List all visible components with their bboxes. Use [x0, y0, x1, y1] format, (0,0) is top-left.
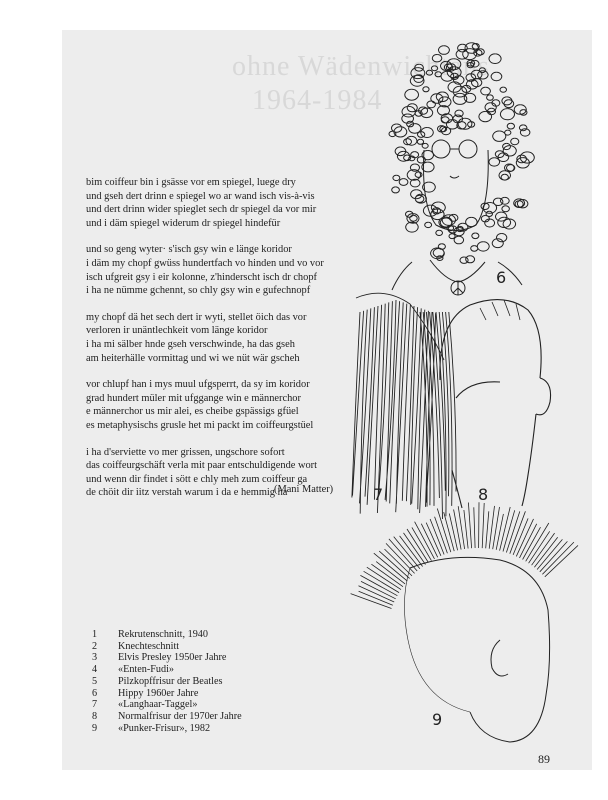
poem-line: das coiffeurgschäft verla mit paar entschuldigende wort	[86, 460, 318, 472]
poem-line: es metaphysischs grusle het mi packt im coiffeurgstüel	[86, 419, 314, 431]
figure-number-9: 9	[432, 710, 443, 729]
normal-neck-left	[452, 470, 462, 508]
hippy-illustration	[389, 43, 534, 295]
legend-number: 7	[92, 699, 98, 711]
normal-neck-right	[522, 414, 536, 506]
poem-stanza	[86, 311, 356, 365]
poem-line: grad hundert müler mit ufggange win e männerchor	[86, 392, 301, 404]
poem-line: vor chlupf han i mys muul ufgsperrt, da sy im koridor	[86, 379, 310, 391]
normal-head-outline	[440, 300, 541, 380]
legend-item	[92, 641, 242, 653]
poem-line: am heiterhälle vormittag und wi we nüt wär gscheh	[86, 352, 300, 364]
legend-label: Hippy 1960er Jahre	[118, 687, 199, 699]
poem-line: bim coiffeur bin i gsässe vor em spiegel, luege dry	[86, 177, 296, 188]
punk-illustration	[351, 502, 578, 742]
legend-item	[92, 676, 242, 688]
figure-number-6: 6	[496, 268, 507, 287]
legend-item	[92, 699, 242, 711]
poem-line: my chopf dä het sech dert ir wyti, stellet öich das vor	[86, 311, 307, 323]
poem-line: i ha mi sälber hnde gseh verschwinde, ha das gseh	[86, 338, 295, 350]
legend-label: Elvis Presley 1950er Jahre	[118, 652, 227, 664]
figure-legend	[92, 629, 242, 734]
legend-label: Rekrutenschnitt, 1940	[118, 629, 208, 640]
legend-number: 3	[92, 652, 98, 664]
normal-hairline	[456, 382, 500, 398]
legend-item	[92, 723, 242, 735]
poem-line: i ha ne nümme gchennt, so chly gsy win e gufechnopf	[86, 285, 311, 297]
poem-line: und i däm spiegel widerum dr spiegel hindefür	[86, 217, 281, 229]
legend-item	[92, 711, 242, 723]
hippy-glasses-left	[432, 140, 450, 158]
legend-item	[92, 664, 242, 676]
punk-face-side	[404, 568, 470, 712]
page-number: 89	[538, 752, 550, 766]
poem-stanza	[86, 243, 356, 297]
poem-line: e männerchor us mir alei, es cheibe gspässigs gfüel	[86, 406, 299, 418]
poem-line: verloren ir unäntlechkeit vom länge koridor	[86, 325, 268, 337]
legend-item	[92, 688, 242, 700]
legend-label: Normalfrisur der 1970er Jahre	[118, 710, 242, 722]
legend-number: 6	[92, 687, 98, 699]
hippy-mouth	[450, 176, 459, 178]
normal-hair-strokes	[480, 300, 520, 320]
legend-number: 2	[92, 640, 98, 652]
hippy-glasses-right	[459, 140, 477, 158]
figure-number-8: 8	[478, 485, 489, 504]
punk-mohawk-spikes	[351, 502, 578, 608]
poem-line: i däm my chopf gwüss hundertfach vo hinden und vo vor	[86, 257, 324, 269]
legend-number: 9	[92, 722, 98, 734]
legend-number: 5	[92, 675, 98, 687]
long-hair-strands	[352, 300, 456, 519]
legend-label: «Langhaar-Taggel»	[118, 699, 198, 711]
peace-sign-lines	[453, 281, 463, 295]
poem-line: isch ufgreit gsy i eir kolonne, z'hinderscht isch dr chopf	[86, 271, 317, 283]
figure-number-7: 7	[373, 485, 384, 504]
poem-line: und so geng wyter· s'isch gsy win e länge koridor	[86, 244, 292, 256]
poem-line: und dert drinn wider spieglet sech dr spiegel da vor mir	[86, 204, 317, 216]
legend-label: Knechteschnitt	[118, 640, 180, 652]
poem-author: (Mani Matter)	[274, 484, 334, 495]
poem-line: de chöit dir iitz verstah warum i da e hemmig ha	[86, 487, 288, 499]
poem-stanza	[86, 176, 356, 230]
punk-ear	[491, 640, 508, 676]
legend-label: Pilzkopffrisur der Beatles	[118, 675, 223, 687]
faded-heading-line: ohne Wädenwichtans	[232, 51, 490, 82]
poem	[86, 176, 356, 513]
legend-label: «Enten-Fudi»	[118, 664, 175, 676]
poem-line: i ha d'serviette vo mer grissen, ungschore sofort	[86, 446, 285, 458]
legend-item	[92, 629, 242, 641]
legend-number: 1	[92, 629, 98, 640]
normal-ear	[536, 378, 551, 415]
legend-number: 8	[92, 710, 98, 722]
long-hair-illustration	[352, 293, 456, 519]
hippy-shoulder-left	[392, 262, 412, 290]
poem-stanza	[86, 378, 356, 432]
punk-head-outline	[410, 557, 550, 742]
faded-heading-line: 1964-1984	[252, 85, 383, 116]
legend-label: «Punker-Frisur», 1982	[118, 722, 211, 734]
hippy-necklace	[430, 260, 485, 282]
legend-number: 4	[92, 664, 98, 676]
poem-line: und wenn dir findet i sött e chly meh zum coiffeur ga	[86, 473, 308, 485]
poem-line: und gseh dert drinn e spiegel wo ar wand isch vis-à-vis	[86, 190, 315, 202]
legend-item	[92, 652, 242, 664]
